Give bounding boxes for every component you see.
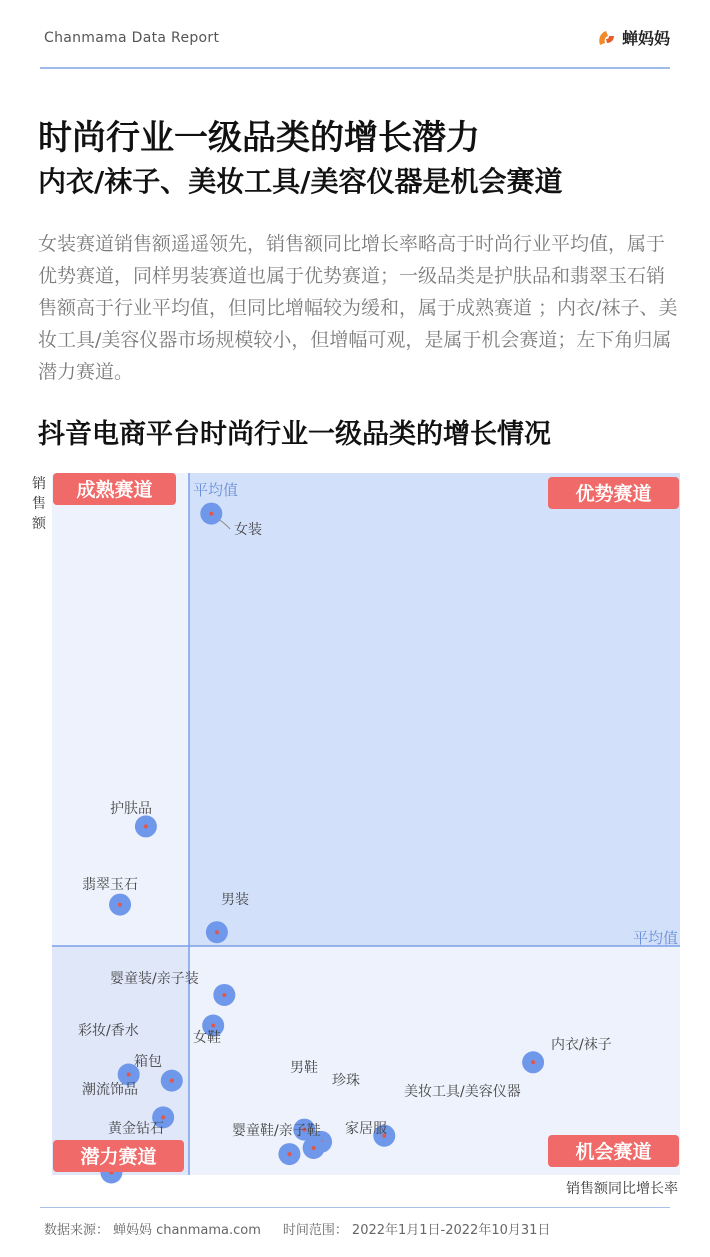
point-label: 女装	[234, 522, 262, 538]
avg-label-horizontal: 平均值	[632, 929, 678, 947]
avg-label-vertical: 平均值	[193, 481, 239, 499]
chart-title: 抖音电商平台时尚行业一级品类的增长情况	[38, 419, 551, 450]
range-value: 2022年1月1日-2022年10月31日	[351, 1223, 551, 1238]
range-label: 时间范围：	[282, 1223, 348, 1238]
point-label: 彩妆/香水	[78, 1023, 139, 1039]
badge-top-left: 成熟赛道	[76, 479, 153, 501]
source-label: 数据来源：	[44, 1223, 110, 1238]
data-point-center	[144, 824, 148, 828]
brand-name: 蝉妈妈	[621, 29, 670, 48]
point-label: 婴童鞋/亲子鞋	[232, 1123, 321, 1139]
footer	[44, 1219, 554, 1238]
badge-top-right: 优势赛道	[575, 483, 652, 505]
point-label: 内衣/袜子	[551, 1037, 612, 1053]
point-label: 家居服	[345, 1121, 387, 1137]
y-axis-label-char: 额	[32, 516, 46, 532]
badge-bottom-right: 机会赛道	[575, 1141, 652, 1163]
data-point-center	[215, 930, 219, 934]
badge-bottom-left: 潜力赛道	[80, 1146, 157, 1168]
data-point-center	[287, 1152, 291, 1156]
y-axis-label-char: 销	[32, 476, 46, 492]
data-point-center	[161, 1115, 165, 1119]
data-point-center	[312, 1146, 316, 1150]
footer-divider	[40, 1207, 670, 1208]
point-label: 婴童装/亲子装	[110, 971, 199, 987]
source-value: 蝉妈妈 chanmama.com	[113, 1223, 261, 1238]
point-label: 黄金钻石	[108, 1121, 164, 1137]
quadrant-top-left	[52, 473, 189, 946]
data-point-center	[209, 512, 213, 516]
description-paragraph: 女装赛道销售额遥遥领先，销售额同比增长率略高于时尚行业平均值，属于优势赛道，同样男装赛道也属于优势赛道；一级品类是护肤品和翡翠玉石销售额高于行业平均值，但同比增幅较为缓和，属于成熟赛道 ；内衣/袜子、美妆工具/美容仪器市场规模较小，但增幅可观，是属于机会赛道；左下角归属潜力赛道。	[38, 233, 678, 383]
point-label: 珍珠	[332, 1073, 360, 1089]
data-point-center	[211, 1024, 215, 1028]
data-point-center	[118, 903, 122, 907]
data-point-center	[531, 1060, 535, 1064]
point-label: 潮流饰品	[82, 1082, 138, 1098]
point-label: 男鞋	[290, 1060, 318, 1076]
y-axis-label-char: 售	[32, 496, 46, 512]
point-label: 箱包	[134, 1054, 162, 1070]
quadrant-top-right	[189, 473, 680, 946]
point-label: 美妆工具/美容仪器	[404, 1084, 521, 1100]
page-title: 时尚行业一级品类的增长潜力	[38, 118, 480, 158]
page-subtitle: 内衣/袜子、美妆工具/美容仪器是机会赛道	[38, 165, 563, 198]
point-label: 翡翠玉石	[82, 877, 138, 893]
point-label: 护肤品	[110, 801, 152, 817]
point-label: 男装	[221, 892, 249, 908]
x-axis-label: 销售额同比增长率	[566, 1181, 678, 1197]
data-point-center	[127, 1073, 131, 1077]
data-point-center	[222, 993, 226, 997]
data-point-center	[170, 1079, 174, 1083]
report-title: Chanmama Data Report	[44, 30, 220, 46]
point-label: 女鞋	[193, 1030, 221, 1046]
